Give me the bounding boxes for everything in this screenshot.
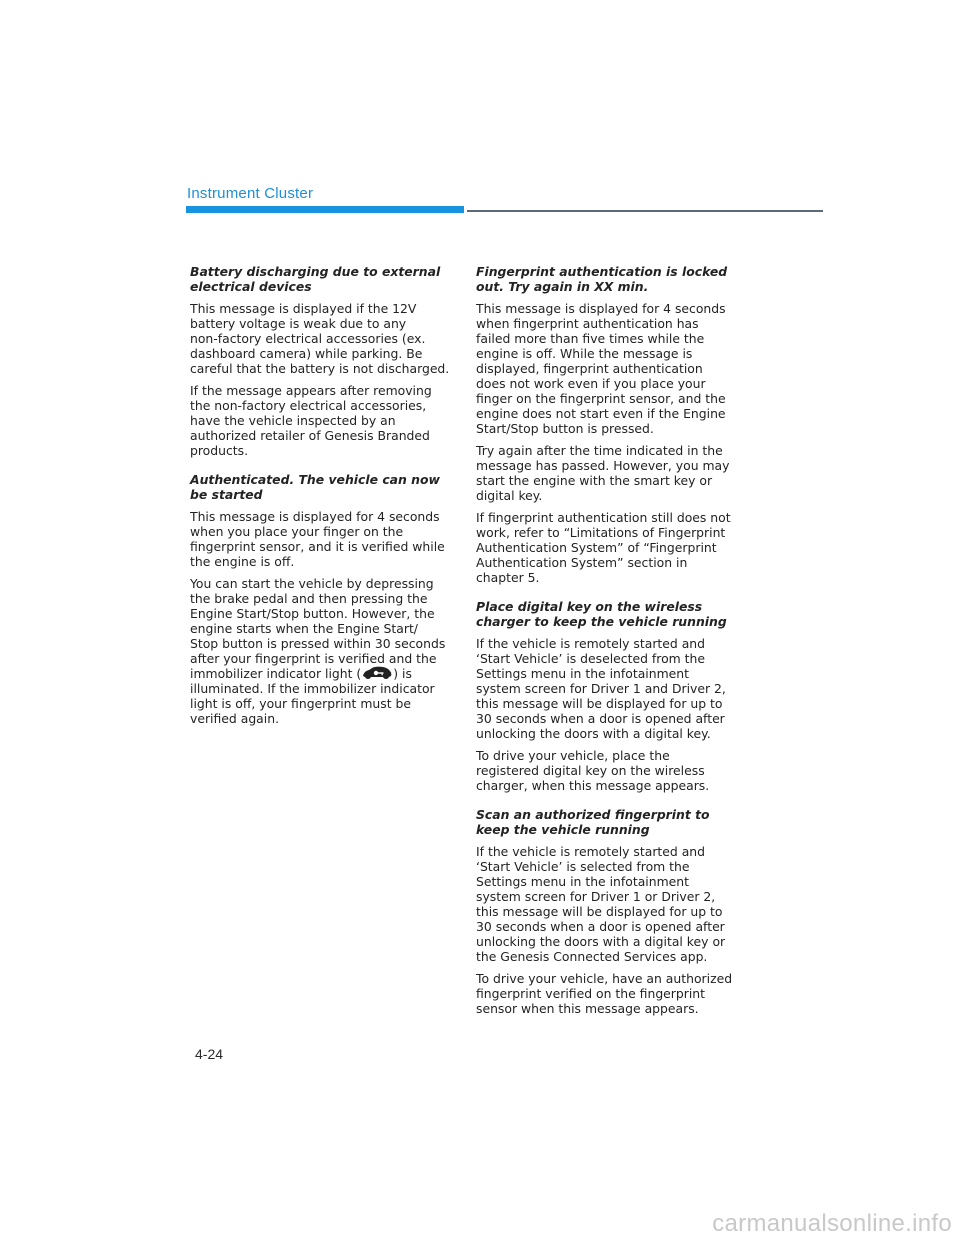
section-fingerprint-locked (476, 264, 738, 585)
section-heading: Authenticated. The vehicle can now be started (190, 472, 440, 502)
paragraph: This message is displayed if the 12V battery voltage is weak due to any non-factory electrical accessories (ex. dashboard camera) while parking. Be careful that the battery is not discharged. (190, 301, 450, 376)
paragraph-with-icon (190, 576, 452, 726)
section-heading: Fingerprint authentication is locked out. Try again in XX min. (476, 264, 728, 294)
section-heading: Place digital key on the wireless charger to keep the vehicle running (476, 599, 727, 629)
section-heading: Scan an authorized fingerprint to keep the vehicle running (476, 807, 710, 837)
watermark: carmanualsonline.info (712, 1210, 952, 1237)
paragraph: If fingerprint authentication still does not work, refer to “Limitations of Fingerprint Authentication System” of “Fingerprint Authentication System” section in chapter 5. (476, 510, 731, 585)
paragraph-text: You can start the vehicle by depressing the brake pedal and then pressing the Engine Start/Stop button. However, the engine starts when the Engine Start/ Stop button is pressed within 30 seconds after your fingerprint is verified and the immobilizer indicator light ( (190, 576, 446, 681)
paragraph: If the message appears after removing the non-factory electrical accessories, have the vehicle inspected by an authorized retailer of Genesis Branded products. (190, 383, 432, 458)
right-column (476, 264, 738, 1030)
section-digital-key-charger (476, 599, 738, 793)
page-number: 4-24 (195, 1046, 224, 1062)
left-column (190, 264, 452, 740)
paragraph: If the vehicle is remotely started and ‘Start Vehicle’ is selected from the Settings menu in the infotainment system screen for Driver 1 or Driver 2, this message will be displayed for up to 30 seconds when a door is opened after unlocking the doors with a digital key or the Genesis Connected Services app. (476, 844, 726, 964)
section-heading: Battery discharging due to external electrical devices (190, 264, 441, 294)
header-accent-rule (186, 206, 464, 213)
immobilizer-car-key-icon (361, 666, 393, 680)
section-battery-discharging (190, 264, 452, 458)
section-header: Instrument Cluster (187, 185, 314, 202)
paragraph: This message is displayed for 4 seconds when fingerprint authentication has failed more than five times while the engine is off. While the message is displayed, fingerprint authentication does not work even if you place your finger on the fingerprint sensor, and the engine does not start even if the Engine Start/Stop button is pressed. (476, 301, 726, 436)
paragraph: To drive your vehicle, place the registered digital key on the wireless charger, when this message appears. (476, 748, 710, 793)
paragraph: To drive your vehicle, have an authorized fingerprint verified on the fingerprint sensor when this message appears. (476, 971, 733, 1016)
paragraph: Try again after the time indicated in the message has passed. However, you may start the engine with the smart key or digital key. (476, 443, 730, 503)
paragraph-text: ) is illuminated. If the immobilizer indicator light is off, your fingerprint must be verified again. (190, 666, 435, 726)
section-scan-fingerprint (476, 807, 738, 1016)
paragraph: This message is displayed for 4 seconds when you place your finger on the fingerprint sensor, and it is verified while the engine is off. (190, 509, 445, 569)
paragraph: If the vehicle is remotely started and ‘Start Vehicle’ is deselected from the Settings menu in the infotainment system screen for Driver 1 and Driver 2, this message will be displayed for up to 30 seconds when a door is opened after unlocking the doors with a digital key. (476, 636, 726, 741)
section-authenticated (190, 472, 452, 726)
header-thin-rule (467, 210, 823, 212)
